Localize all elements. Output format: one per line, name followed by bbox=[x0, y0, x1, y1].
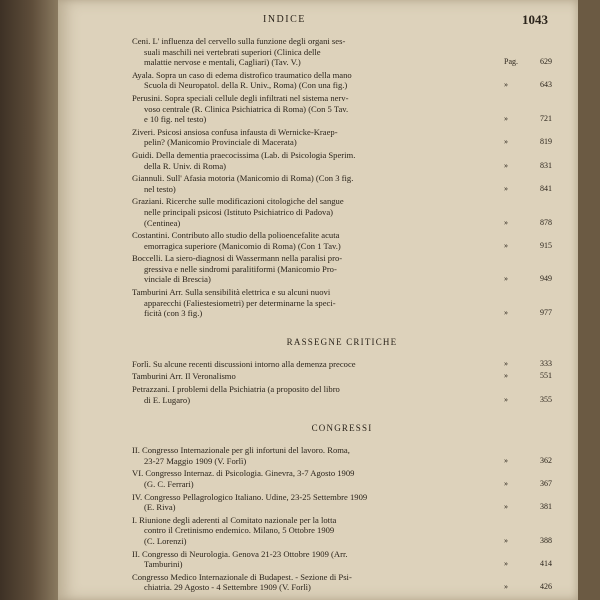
page-reference bbox=[504, 559, 552, 570]
toc-entry-line: nelle principali psicosi (Istituto Psichiatrico di Padova) bbox=[144, 206, 334, 217]
toc-entry-line: VI. Congresso Internaz. di Psicologia. Ginevra, 3-7 Agosto 1909 bbox=[132, 468, 355, 479]
toc-entry bbox=[132, 253, 552, 285]
toc-entry-line: Scuola di Neuropatol. della R. Univ., Roma) (Con una fig.) » 643 bbox=[144, 80, 552, 91]
toc-entry-line: della R. Univ. di Roma) » 831 bbox=[144, 160, 552, 171]
toc-entry-line: II. Congresso di Neurologia. Genova 21-23 Ottobre 1909 (Arr. bbox=[132, 548, 348, 559]
toc-entry-line: IV. Congresso Pellagrologico Italiano. Udine, 23-25 Settembre 1909 bbox=[132, 491, 368, 502]
page-reference bbox=[504, 218, 552, 229]
page-prefix: » bbox=[504, 160, 508, 170]
page-prefix: » bbox=[504, 240, 508, 250]
book-spine-shadow bbox=[0, 0, 58, 600]
page-prefix: » bbox=[504, 274, 508, 284]
page-prefix: » bbox=[504, 582, 508, 592]
toc-entry bbox=[132, 549, 552, 570]
toc-entry-line: malattie nervose e mentali, Cagliari) (Tav. V.) Pag. 629 bbox=[144, 57, 552, 68]
toc-entry bbox=[132, 515, 552, 547]
page-prefix: Pag. bbox=[504, 57, 518, 67]
toc-entry-line: Guidi. Della dementia praecocissima (Lab. di Psicologia Sperim. bbox=[132, 149, 356, 160]
toc-entry bbox=[132, 230, 552, 251]
page-prefix: » bbox=[504, 137, 508, 147]
running-title: INDICE bbox=[263, 14, 306, 25]
toc-entry-line: Tamburini Arr. Sulla sensibilità elettrica e su alcuni nuovi bbox=[132, 287, 331, 298]
page-ref-number: 551 bbox=[540, 371, 552, 381]
page-prefix: » bbox=[504, 455, 508, 465]
page-ref-number: 977 bbox=[540, 308, 552, 318]
book-page bbox=[58, 0, 578, 600]
page-ref-number: 381 bbox=[540, 502, 552, 512]
page-reference bbox=[504, 359, 552, 370]
toc-entry-line: II. Congresso Internazionale per gli infortuni del lavoro. Roma, bbox=[132, 445, 350, 456]
page-reference bbox=[504, 241, 552, 252]
page-ref-number: 949 bbox=[540, 274, 552, 284]
page-reference bbox=[504, 582, 552, 593]
page-reference bbox=[504, 479, 552, 490]
page-ref-number: 629 bbox=[540, 57, 552, 67]
toc-entry-line: Boccelli. La siero-diagnosi di Wassermann nella paralisi pro- bbox=[132, 253, 343, 264]
toc-entry bbox=[132, 150, 552, 171]
toc-entry-line: Perusini. Sopra speciali cellule degli infiltrati nel sistema nerv- bbox=[132, 92, 349, 103]
page-reference bbox=[504, 308, 552, 319]
page-ref-number: 355 bbox=[540, 394, 552, 404]
toc-entry-line: Ceni. L' influenza del cervello sulla funzione degli organi ses- bbox=[132, 36, 346, 46]
page-ref-number: 333 bbox=[540, 358, 552, 368]
toc-entry-line: Petrazzani. I problemi della Psichiatria (a proposito del libro bbox=[132, 384, 340, 395]
page-prefix: » bbox=[504, 217, 508, 227]
toc-entry bbox=[132, 371, 552, 382]
toc-entry bbox=[132, 445, 552, 466]
toc-entry-line: emorragica superiore (Manicomio di Roma) (Con 1 Tav.) » 915 bbox=[144, 240, 552, 251]
toc-entry-line: contro il Cretinismo endemico. Milano, 5 Ottobre 1909 bbox=[144, 525, 335, 536]
toc-entry-line: voso centrale (R. Clinica Psichiatrica di Roma) (Con 5 Tav. bbox=[144, 103, 349, 114]
page-prefix: » bbox=[504, 183, 508, 193]
toc-entry-line: vinciale di Brescia) » 949 bbox=[144, 274, 552, 285]
page-ref-number: 388 bbox=[540, 535, 552, 545]
toc-entry-line: (G. C. Ferrari) » 367 bbox=[144, 479, 552, 489]
page-ref-number: 878 bbox=[540, 217, 552, 227]
toc-entry-line: suali maschili nei vertebrati superiori (Clinica delle bbox=[144, 46, 321, 57]
section-title: CONGRESSI bbox=[311, 423, 373, 434]
page-reference bbox=[504, 456, 552, 467]
toc-entry-line: I. Riunione degli aderenti al Comitato nazionale per la lotta bbox=[132, 514, 337, 525]
page-prefix: » bbox=[504, 80, 508, 90]
toc-entry-line: 23-27 Maggio 1909 (V. Forlì) » 362 bbox=[144, 455, 552, 466]
page-reference bbox=[504, 371, 552, 382]
toc-entry-line: apparecchi (Faliestesiometri) per determinarne la speci- bbox=[144, 297, 336, 308]
toc-entry-line: (E. Riva) » 381 bbox=[144, 502, 552, 513]
table-of-contents bbox=[132, 36, 552, 595]
page-reference bbox=[504, 395, 552, 406]
toc-entry-line: Congresso Medico Internazionale di Budapest. - Sezione di Psi- bbox=[132, 571, 352, 582]
toc-entry-line: Ayala. Sopra un caso di edema distrofico traumatico della mano bbox=[132, 69, 352, 80]
page-header bbox=[58, 12, 578, 32]
toc-entry bbox=[132, 287, 552, 319]
page-ref-number: 643 bbox=[540, 80, 552, 90]
toc-entry bbox=[132, 36, 552, 68]
page-reference bbox=[504, 184, 552, 195]
page-prefix: » bbox=[504, 479, 508, 488]
page-reference bbox=[504, 161, 552, 172]
toc-entry-line: Costantini. Contributo allo studio della polioencefalite acuta bbox=[132, 230, 340, 241]
toc-entry-line: (Centinea) » 878 bbox=[144, 217, 552, 228]
page-ref-number: 362 bbox=[540, 455, 552, 465]
toc-entry-line: Forlì. Su alcune recenti discussioni intorno alla demenza precoce » 333 bbox=[132, 358, 552, 369]
toc-entry bbox=[132, 384, 552, 405]
page-number: 1043 bbox=[522, 12, 548, 27]
toc-entry bbox=[132, 492, 552, 513]
page-reference bbox=[504, 274, 552, 285]
section-title: RASSEGNE CRITICHE bbox=[286, 336, 398, 347]
page-reference bbox=[504, 137, 552, 148]
page-ref-number: 841 bbox=[540, 183, 552, 193]
toc-entry-line: gressiva e nelle sindromi paralitiformi (Manicomio Pro- bbox=[144, 263, 337, 274]
toc-entry bbox=[132, 93, 552, 125]
toc-entry bbox=[132, 173, 552, 194]
page-prefix: » bbox=[504, 394, 508, 404]
toc-entry bbox=[132, 572, 552, 593]
page-prefix: » bbox=[504, 502, 508, 512]
toc-entry-line: e 10 fig. nel testo) » 721 bbox=[144, 114, 552, 125]
toc-entry-line: pelin? (Manicomio Provinciale di Macerata) » 819 bbox=[144, 137, 552, 148]
toc-entry-line: nel testo) » 841 bbox=[144, 183, 552, 194]
toc-entry-line: Graziani. Ricerche sulle modificazioni citologiche del sangue bbox=[132, 196, 344, 207]
page-ref-number: 831 bbox=[540, 160, 552, 170]
toc-entry-line: Tamburini) » 414 bbox=[144, 559, 552, 570]
page-reference bbox=[504, 57, 552, 68]
page-ref-number: 915 bbox=[540, 240, 552, 250]
page-ref-number: 367 bbox=[540, 479, 552, 488]
page-prefix: » bbox=[504, 358, 508, 368]
toc-entry-line: di E. Lugaro) » 355 bbox=[144, 394, 552, 405]
page-ref-number: 414 bbox=[540, 559, 552, 569]
page-prefix: » bbox=[504, 371, 508, 381]
page-reference bbox=[504, 114, 552, 125]
page-reference bbox=[504, 536, 552, 547]
page-prefix: » bbox=[504, 308, 508, 318]
toc-entry bbox=[132, 359, 552, 370]
toc-entry-line: Tamburini Arr. Il Veronalismo » 551 bbox=[132, 371, 552, 382]
toc-entry-line: chiatria. 29 Agosto - 4 Settembre 1909 (V. Forlì) » 426 bbox=[144, 582, 552, 593]
page-ref-number: 426 bbox=[540, 582, 552, 592]
page-ref-number: 721 bbox=[540, 114, 552, 124]
toc-entry-line: ficità (con 3 fig.) » 977 bbox=[144, 308, 552, 319]
toc-entry bbox=[132, 127, 552, 148]
page-ref-number: 819 bbox=[540, 137, 552, 147]
page-reference bbox=[504, 502, 552, 513]
page-prefix: » bbox=[504, 535, 508, 545]
page-reference bbox=[504, 80, 552, 91]
toc-entry-line: (C. Lorenzi) » 388 bbox=[144, 535, 552, 546]
page-prefix: » bbox=[504, 559, 508, 569]
toc-entry bbox=[132, 196, 552, 228]
toc-entry-line: Ziveri. Psicosi ansiosa confusa infausta di Wernicke-Kraep- bbox=[132, 126, 338, 137]
toc-entry bbox=[132, 70, 552, 91]
page-prefix: » bbox=[504, 114, 508, 124]
toc-entry bbox=[132, 468, 552, 489]
toc-entry-line: Giannuli. Sull' Afasia motoria (Manicomio di Roma) (Con 3 fig. bbox=[132, 173, 354, 184]
